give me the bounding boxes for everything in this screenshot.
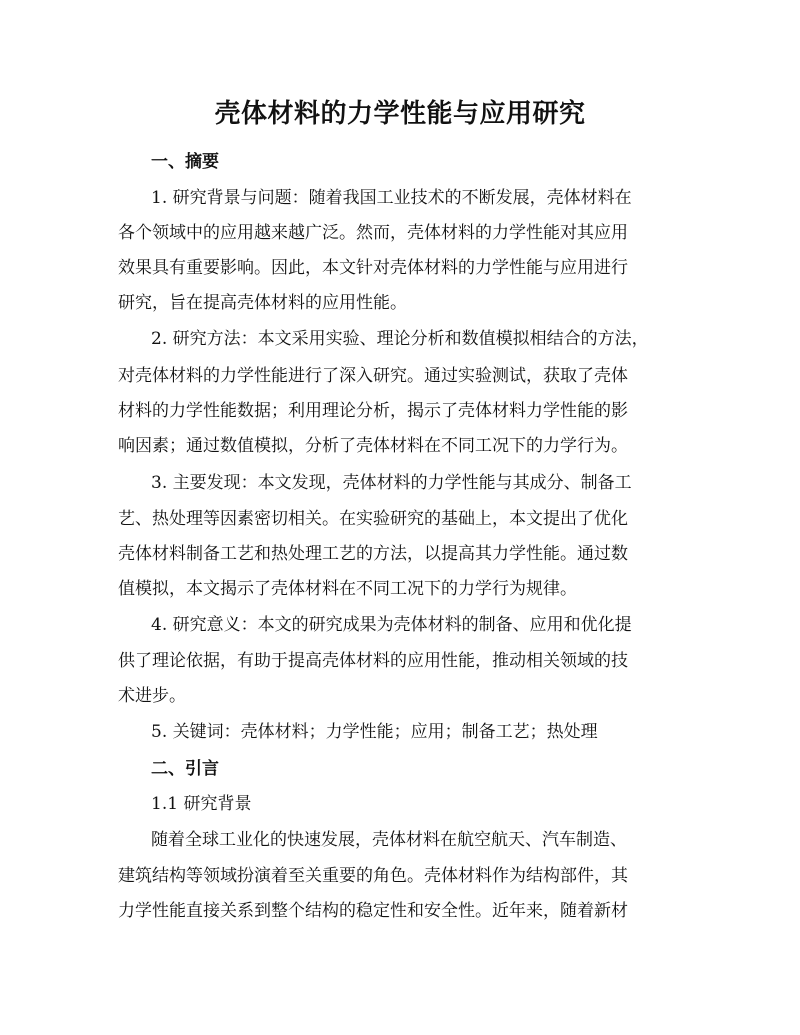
paragraph-line: 艺、热处理等因素密切相关。在实验研究的基础上，本文提出了优化	[118, 509, 628, 529]
paragraph-line: 2. 研究方法：本文采用实验、理论分析和数值模拟相结合的方法，	[151, 329, 649, 349]
subsection-heading: 1.1 研究背景	[151, 794, 252, 814]
paragraph-line: 效果具有重要影响。因此，本文针对壳体材料的力学性能与应用进行	[118, 258, 628, 278]
paragraph-line: 4. 研究意义：本文的研究成果为壳体材料的制备、应用和优化提	[151, 615, 632, 635]
document-title: 壳体材料的力学性能与应用研究	[214, 99, 586, 129]
paragraph-line: 建筑结构等领域扮演着至关重要的角色。壳体材料作为结构部件，其	[118, 866, 628, 886]
paragraph-line: 供了理论依据，有助于提高壳体材料的应用性能，推动相关领域的技	[118, 651, 628, 671]
paragraph-line: 3. 主要发现：本文发现，壳体材料的力学性能与其成分、制备工	[151, 473, 632, 493]
paragraph-line: 响因素；通过数值模拟，分析了壳体材料在不同工况下的力学行为。	[118, 436, 628, 456]
section-heading-abstract: 一、摘要	[151, 152, 219, 172]
paragraph-line: 5. 关键词：壳体材料；力学性能；应用；制备工艺；热处理	[151, 722, 598, 742]
paragraph-line: 术进步。	[118, 686, 186, 706]
paragraph-line: 壳体材料制备工艺和热处理工艺的方法，以提高其力学性能。通过数	[118, 544, 628, 564]
paragraph-line: 力学性能直接关系到整个结构的稳定性和安全性。近年来，随着新材	[118, 901, 628, 921]
paragraph-line: 随着全球工业化的快速发展，壳体材料在航空航天、汽车制造、	[151, 830, 627, 850]
paragraph-line: 值模拟，本文揭示了壳体材料在不同工况下的力学行为规律。	[118, 579, 577, 599]
section-heading-introduction: 二、引言	[151, 759, 219, 779]
paragraph-line: 研究，旨在提高壳体材料的应用性能。	[118, 293, 407, 313]
paragraph-line: 对壳体材料的力学性能进行了深入研究。通过实验测试，获取了壳体	[118, 366, 628, 386]
paragraph-line: 1. 研究背景与问题：随着我国工业技术的不断发展，壳体材料在	[151, 188, 632, 208]
paragraph-line: 各个领域中的应用越来越广泛。然而，壳体材料的力学性能对其应用	[118, 223, 628, 243]
paragraph-line: 材料的力学性能数据；利用理论分析，揭示了壳体材料力学性能的影	[118, 401, 628, 421]
